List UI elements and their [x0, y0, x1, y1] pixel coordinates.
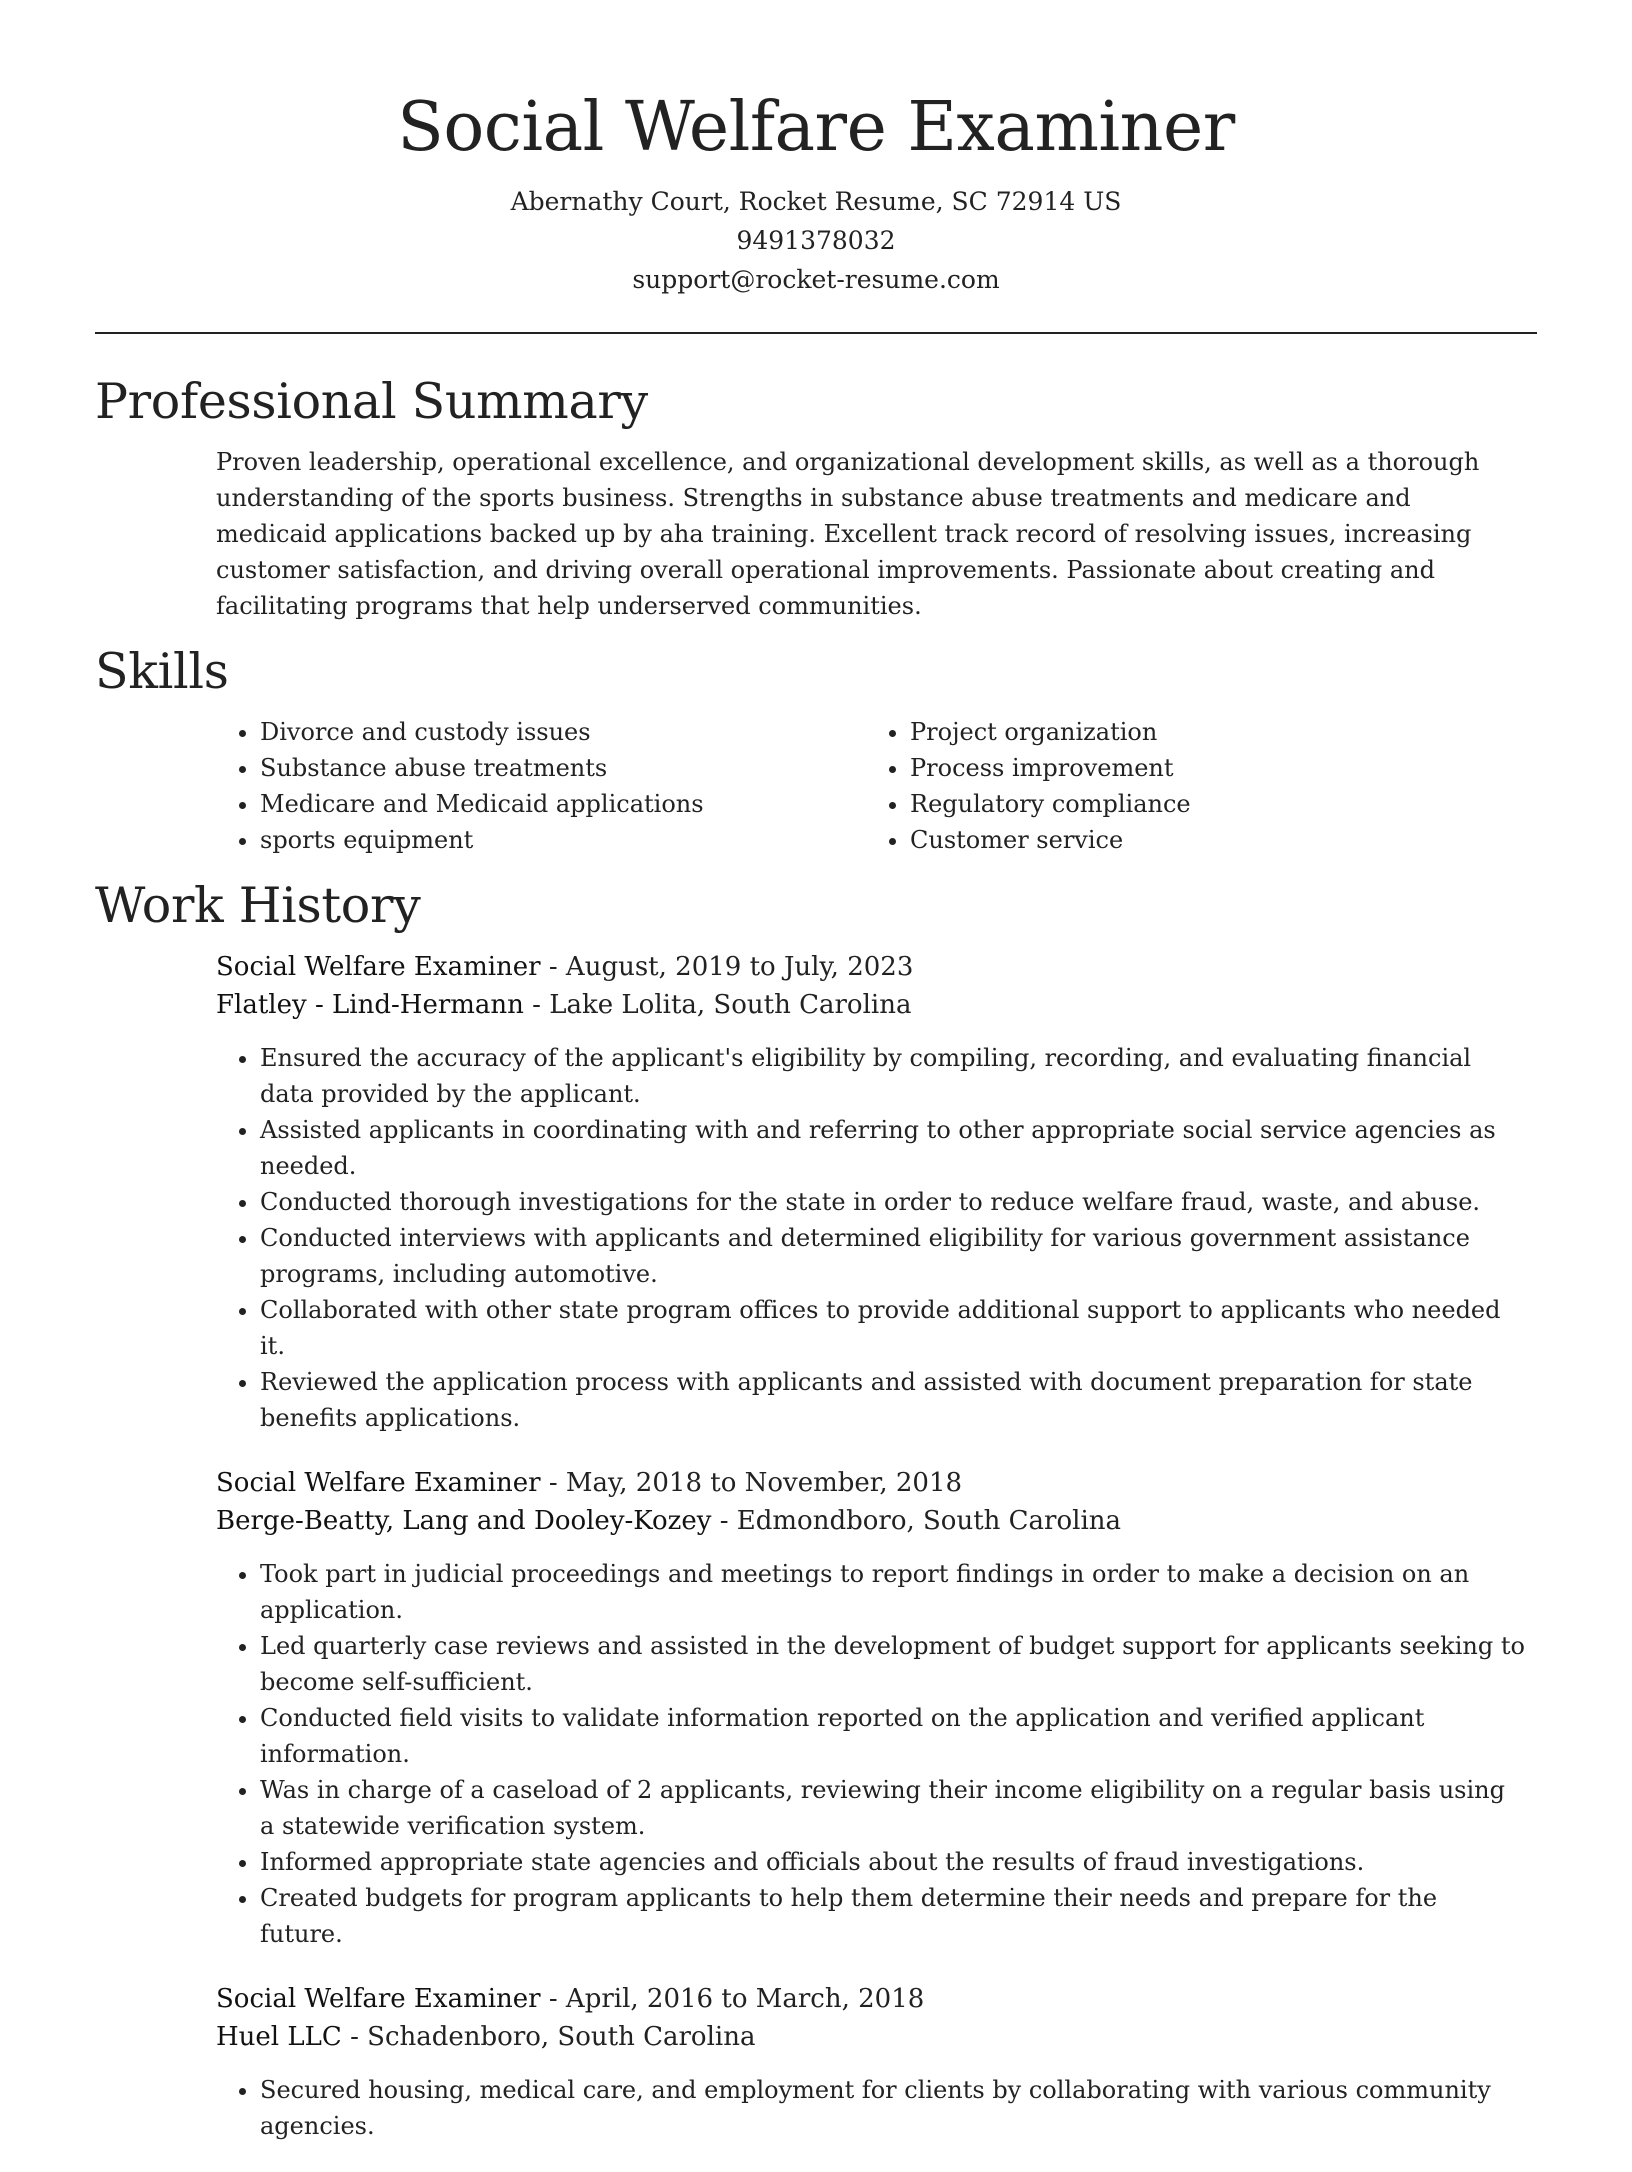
job-bullet: • Led quarterly case reviews and assisted in the development of budget support for applicants seeking to become self-sufficient. [260, 1628, 1526, 1700]
job-entry [216, 948, 1537, 1436]
skill-item: • Divorce and custody issues [260, 714, 866, 750]
job-bullet: • Reviewed the application process with applicants and assisted with document preparation for state benefits applications. [260, 1364, 1526, 1436]
resume-name: Social Welfare Examiner [397, 88, 1235, 167]
job-company-line [216, 2018, 1537, 2056]
job-bullet: • Informed appropriate state agencies and officials about the results of fraud investigations. [260, 1844, 1526, 1880]
job-bullet: • Collaborated with other state program offices to provide additional support to applicants who needed it. [260, 1292, 1526, 1364]
job-bullets [216, 1556, 1526, 1952]
skills-heading: Skills [95, 643, 229, 700]
work-history-heading: Work History [95, 877, 421, 934]
job-bullet: • Created budgets for program applicants to help them determine their needs and prepare for the future. [260, 1880, 1526, 1952]
skill-item: • Customer service [910, 822, 1516, 858]
contact-info [95, 182, 1537, 299]
job-entry [216, 1464, 1537, 1952]
job-bullet: • Secured housing, medical care, and employment for clients by collaborating with various community agencies. [260, 2072, 1526, 2144]
job-company: Huel LLC [216, 2022, 342, 2052]
skill-item: • sports equipment [260, 822, 866, 858]
skills-list [216, 714, 1537, 858]
job-company: Berge-Beatty, Lang and Dooley-Kozey [216, 1506, 712, 1536]
summary-text: Proven leadership, operational excellence, and organizational development skills, as well as a thorough understanding of the sports business. Strengths in substance abuse treatments and medicare and medicaid applications backed up by aha training. Excellent track record of resolving issues, increasing customer satisfaction, and driving overall operational improvements. Passionate about creating and facilitating programs that help underserved communities. [216, 448, 1480, 620]
job-title-line [216, 1980, 1537, 2018]
job-bullet: • Assisted applicants in coordinating with and referring to other appropriate social service agencies as needed. [260, 1112, 1526, 1184]
job-position: Social Welfare Examiner [216, 952, 541, 982]
job-bullets [216, 1040, 1526, 1436]
job-bullet: • Conducted thorough investigations for the state in order to reduce welfare fraud, waste, and abuse. [260, 1184, 1526, 1220]
skill-item: • Medicare and Medicaid applications [260, 786, 866, 822]
resume-page [95, 0, 1537, 2172]
address: Abernathy Court, Rocket Resume, SC 72914 US [510, 187, 1122, 216]
job-location: - Schadenboro, South Carolina [341, 2022, 756, 2052]
job-position: Social Welfare Examiner [216, 1468, 541, 1498]
job-bullet: • Was in charge of a caseload of 2 applicants, reviewing their income eligibility on a regular basis using a statewide verification system. [260, 1772, 1526, 1844]
job-title-line [216, 948, 1537, 986]
job-entry [216, 1980, 1537, 2144]
header-divider [95, 332, 1537, 334]
email: support@rocket-resume.com [632, 265, 1000, 294]
skill-item: • Project organization [910, 714, 1516, 750]
job-position: Social Welfare Examiner [216, 1984, 541, 2014]
job-bullet: • Ensured the accuracy of the applicant's eligibility by compiling, recording, and evaluating financial data provided by the applicant. [260, 1040, 1526, 1112]
job-dates: - May, 2018 to November, 2018 [540, 1468, 963, 1498]
job-location: - Edmondboro, South Carolina [711, 1506, 1122, 1536]
job-dates: - August, 2019 to July, 2023 [540, 952, 914, 982]
work-history [216, 948, 1537, 2144]
job-title-line [216, 1464, 1537, 1502]
skill-item: • Process improvement [910, 750, 1516, 786]
job-bullet: • Conducted interviews with applicants and determined eligibility for various government assistance programs, including automotive. [260, 1220, 1526, 1292]
job-bullet: • Conducted field visits to validate information reported on the application and verified applicant information. [260, 1700, 1526, 1772]
skills-column-right [866, 714, 1516, 858]
job-company-line [216, 986, 1537, 1024]
job-company: Flatley - Lind-Hermann [216, 990, 524, 1020]
job-dates: - April, 2016 to March, 2018 [540, 1984, 925, 2014]
job-bullets [216, 2072, 1526, 2144]
job-location: - Lake Lolita, South Carolina [523, 990, 912, 1020]
job-company-line [216, 1502, 1537, 1540]
job-bullet: • Took part in judicial proceedings and meetings to report findings in order to make a decision on an application. [260, 1556, 1526, 1628]
skill-item: • Regulatory compliance [910, 786, 1516, 822]
summary-heading: Professional Summary [95, 373, 648, 430]
phone: 9491378032 [736, 226, 896, 255]
skills-column-left [216, 714, 866, 858]
skill-item: • Substance abuse treatments [260, 750, 866, 786]
